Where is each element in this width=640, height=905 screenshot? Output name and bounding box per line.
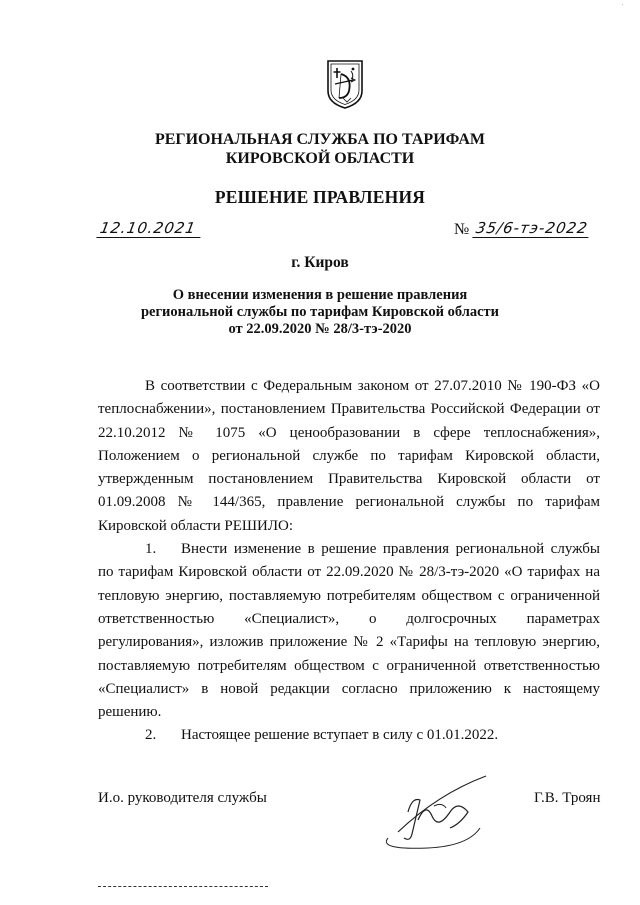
organization-title [0, 130, 640, 168]
document-subject [0, 287, 640, 338]
item-number: 2. [145, 727, 157, 744]
organization-title-line-1: РЕГИОНАЛЬНАЯ СЛУЖБА ПО ТАРИФАМ [154, 131, 486, 148]
preamble-paragraph: В соответствии с Федеральным законом от 27.07.2010 № 190-ФЗ «О теплоснабжении», постановлением Правительства Российской Федерации от 22.10.2012 № 1075 «О ценообразовании в сфере теплоснабжения», Положением о региональной службе по тарифам Кировской области, утвержденным постановлением Правительства Кировской области от 01.09.2008 № 144/365, правление региональной службы по тарифам Кировской области РЕШИЛО: [98, 378, 600, 534]
item-text: Внести изменение в решение правления региональной службы по тарифам Кировской области от 22.09.2020 № 28/3-тэ-2020 «О тарифах на тепловую энергию, поставляемую потребителям обществом с ограниченной ответственностью «Специалист», о долгосрочных параметрах регулирования», изложив приложение № 2 «Тарифы на тепловую энергию, поставляемую потребителям обществом с ограниченной ответственностью «Специалист» в новой редакции согласно приложению к настоящему решению. [98, 541, 600, 721]
subject-line-1: О внесении изменения в решение правления [172, 287, 468, 303]
corner-mark: ' [622, 4, 624, 10]
signatory-name: Г.В. Троян [534, 790, 601, 806]
subject-line-2: региональной службы по тарифам Кировской области [140, 304, 500, 320]
list-item [98, 724, 600, 747]
handwritten-signature [368, 772, 498, 857]
organization-title-line-2: КИРОВСКОЙ ОБЛАСТИ [225, 150, 415, 167]
number-label: № [454, 221, 470, 238]
city: г. Киров [291, 254, 349, 271]
list-item [98, 538, 600, 724]
document-body [98, 375, 600, 748]
item-number: 1. [145, 541, 157, 558]
document-date: 12.10.2021 [96, 219, 203, 238]
footer-divider [98, 886, 268, 887]
document-type: РЕШЕНИЕ ПРАВЛЕНИЯ [214, 187, 426, 207]
signatory-position: И.о. руководителя службы [98, 790, 267, 806]
kirov-coat-of-arms-icon [325, 58, 365, 110]
document-number: 35/6-тэ-2022 [472, 219, 591, 238]
subject-line-3: от 22.09.2020 № 28/3-тэ-2020 [228, 321, 412, 337]
item-text: Настоящее решение вступает в силу с 01.01.2022. [181, 727, 499, 744]
